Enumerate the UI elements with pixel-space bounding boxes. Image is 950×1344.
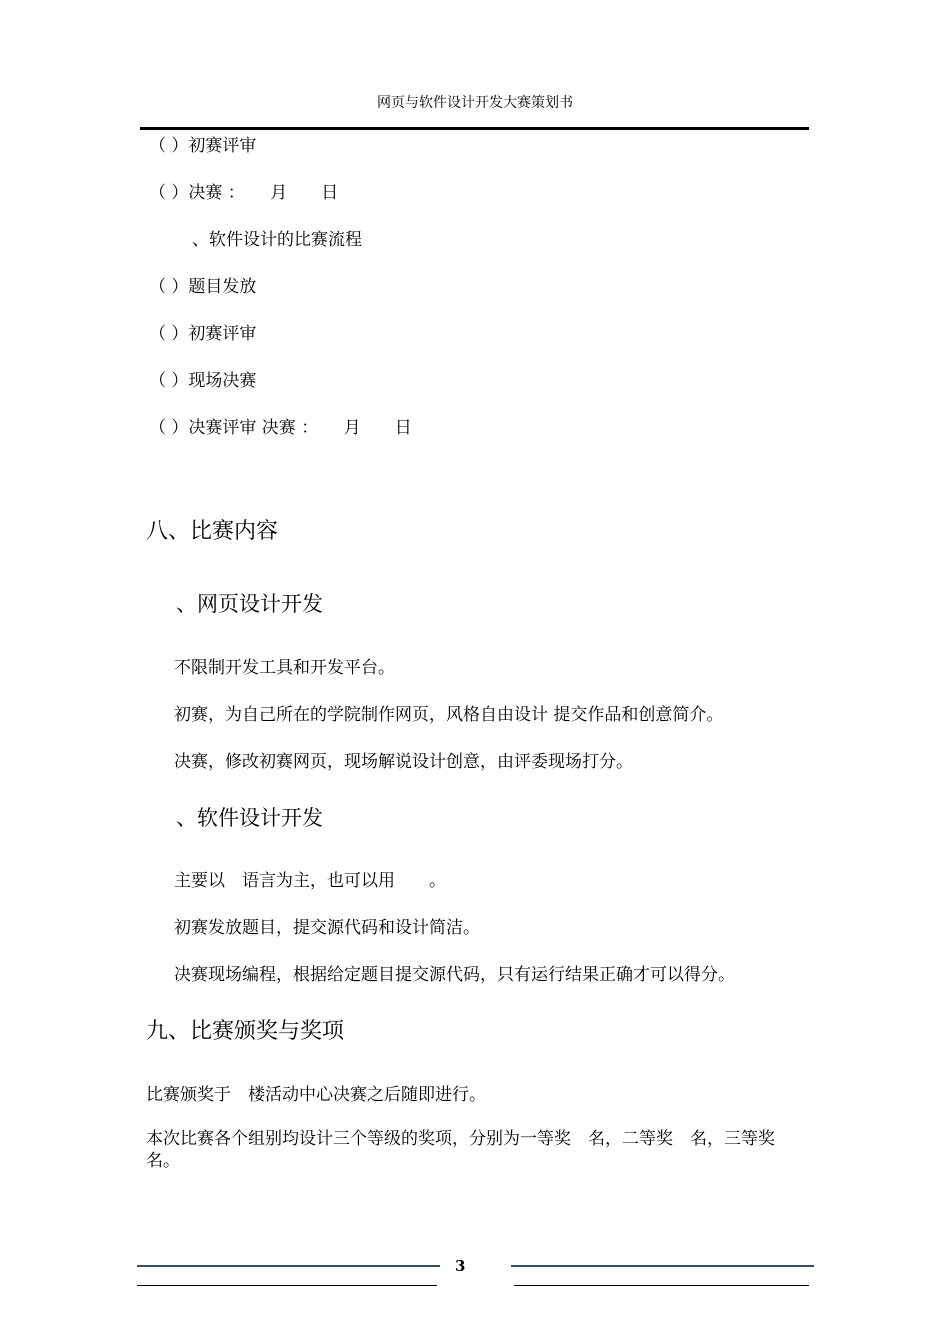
- web-flow-item: （ ）决赛 ： 月 日: [149, 183, 339, 203]
- software-design-para: 初赛发放题目，提交源代码和设计简洁。: [174, 918, 480, 938]
- section-9-title: 九、比赛颁奖与奖项: [146, 1019, 345, 1044]
- award-para: 本次比赛各个组别均设计三个等级的奖项，分别为一等奖 名，二等奖 名，三等奖 名。: [146, 1129, 792, 1171]
- footer-rule: [137, 1285, 437, 1286]
- footer-rule: [137, 1265, 440, 1267]
- web-design-para: 决赛，修改初赛网页，现场解说设计创意，由评委现场打分。: [174, 752, 633, 772]
- web-design-heading: 、网页设计开发: [176, 592, 323, 616]
- software-flow-item: （ ）现场决赛: [149, 371, 257, 391]
- software-flow-item: （ ）决赛评审 决赛 ： 月 日: [149, 418, 412, 438]
- header-title: 网页与软件设计开发大赛策划书: [377, 95, 573, 111]
- page-number: 3: [455, 1257, 466, 1275]
- software-flow-item: （ ）初赛评审: [149, 324, 257, 344]
- section-8-title: 八、比赛内容: [146, 519, 279, 544]
- web-design-para: 不限制开发工具和开发平台。: [174, 658, 395, 678]
- software-design-heading: 、软件设计开发: [176, 806, 323, 830]
- award-para: 比赛颁奖于 楼活动中心决赛之后随即进行。: [146, 1085, 486, 1105]
- web-design-para: 初赛，为自己所在的学院制作网页，风格自由设计 提交作品和创意简介。: [174, 705, 724, 725]
- footer-rule: [511, 1265, 814, 1267]
- software-flow-item: （ ）题目发放: [149, 277, 257, 297]
- software-flow-heading: 、软件设计的比赛流程: [192, 230, 362, 250]
- software-design-para: 决赛现场编程，根据给定题目提交源代码，只有运行结果正确才可以得分。: [174, 965, 735, 985]
- web-flow-item: （ ）初赛评审: [149, 136, 257, 156]
- software-design-para: 主要以 语言为主，也可以用 。: [174, 871, 446, 891]
- footer-rule: [514, 1285, 809, 1286]
- header-rule: [140, 127, 809, 130]
